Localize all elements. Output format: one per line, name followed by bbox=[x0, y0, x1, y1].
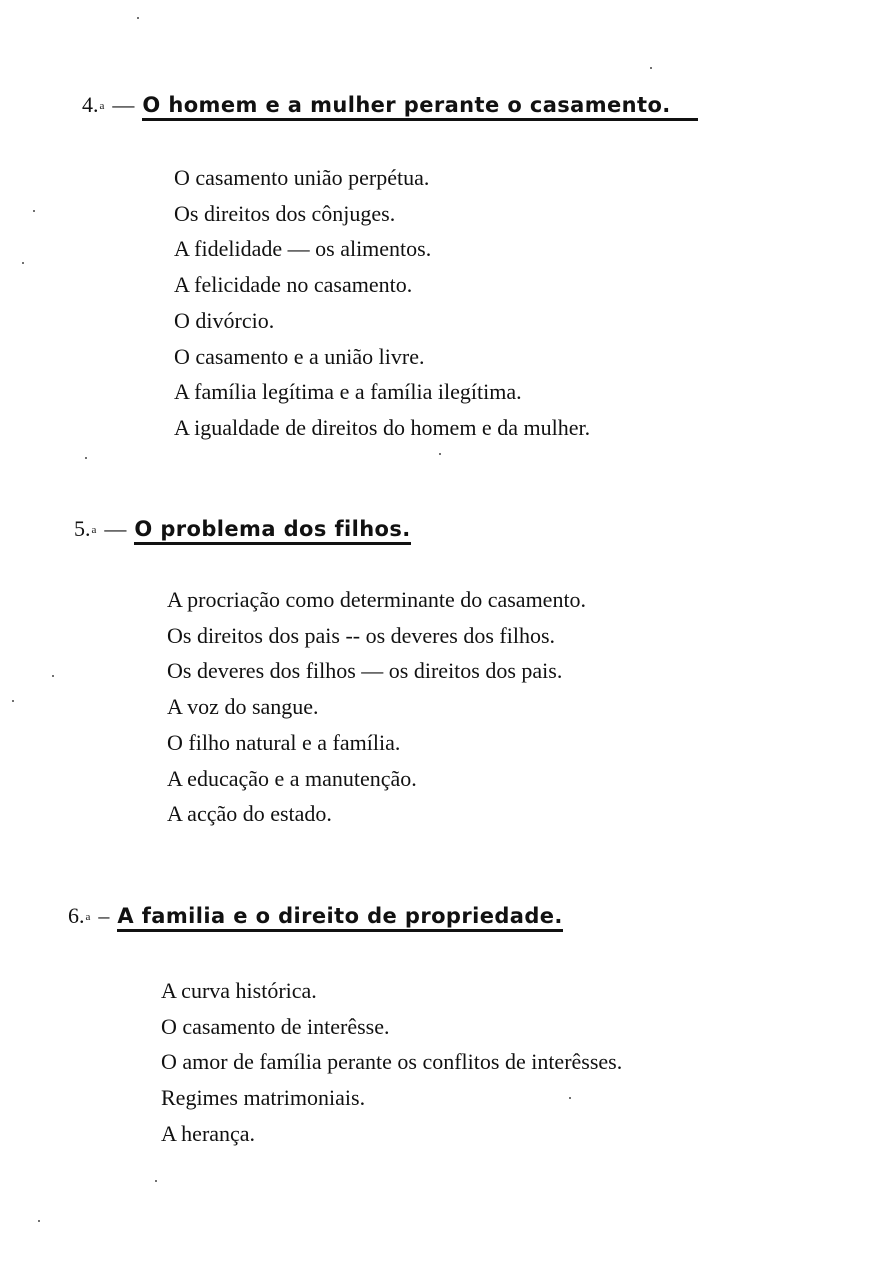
topic-list bbox=[161, 973, 622, 1152]
section-heading bbox=[82, 92, 698, 121]
list-item: O casamento de interêsse. bbox=[161, 1013, 390, 1039]
scan-speck bbox=[38, 1220, 40, 1222]
list-item: A voz do sangue. bbox=[167, 694, 319, 720]
scan-speck bbox=[569, 1097, 571, 1099]
list-item: A família legítima e a família ilegítima. bbox=[174, 379, 522, 405]
list-item: Os direitos dos pais -- os deveres dos filhos. bbox=[167, 622, 556, 648]
scan-speck bbox=[12, 700, 14, 702]
list-item: Regimes matrimoniais. bbox=[161, 1085, 366, 1111]
section-title: A familia e o direito de propriedade. bbox=[117, 904, 562, 932]
list-item: O casamento união perpétua. bbox=[174, 165, 430, 190]
heading-dash: — bbox=[112, 92, 135, 117]
section-title: O homem e a mulher perante o casamento. bbox=[142, 93, 698, 121]
scan-speck bbox=[650, 67, 652, 69]
section-heading bbox=[74, 516, 411, 545]
section-number: 5.$^a$ bbox=[74, 516, 97, 541]
list-item: A fidelidade — os alimentos. bbox=[174, 236, 432, 262]
list-item: A acção do estado. bbox=[167, 801, 332, 827]
heading-dash: — bbox=[104, 516, 127, 541]
list-item: Os direitos dos cônjuges. bbox=[174, 200, 396, 226]
list-item: A herança. bbox=[161, 1120, 256, 1146]
list-item: O filho natural e a família. bbox=[167, 729, 401, 755]
section-number: 4.$^a$ bbox=[82, 92, 105, 117]
list-item: A felicidade no casamento. bbox=[174, 272, 413, 298]
scan-speck bbox=[85, 457, 87, 459]
list-item: O divórcio. bbox=[174, 307, 275, 333]
scan-speck bbox=[52, 675, 54, 677]
scan-speck bbox=[22, 262, 24, 264]
topic-list bbox=[167, 582, 586, 832]
list-item: A educação e a manutenção. bbox=[167, 765, 417, 791]
section-title: O problema dos filhos. bbox=[134, 517, 410, 545]
heading-dash: – bbox=[98, 903, 110, 928]
scan-speck bbox=[439, 453, 441, 455]
scan-speck bbox=[33, 210, 35, 212]
section-heading bbox=[68, 903, 563, 932]
list-item: Os deveres dos filhos — os direitos dos pais. bbox=[167, 658, 563, 684]
list-item: O amor de família perante os conflitos de interêsses. bbox=[161, 1049, 623, 1075]
scan-speck bbox=[137, 17, 139, 19]
list-item: O casamento e a união livre. bbox=[174, 343, 425, 369]
list-item: A igualdade de direitos do homem e da mulher. bbox=[174, 414, 591, 440]
list-item: A procriação como determinante do casamento. bbox=[167, 587, 587, 612]
section-number: 6.$^a$ bbox=[68, 903, 91, 928]
scan-speck bbox=[155, 1180, 157, 1182]
topic-list bbox=[174, 160, 590, 446]
list-item: A curva histórica. bbox=[161, 978, 317, 1003]
